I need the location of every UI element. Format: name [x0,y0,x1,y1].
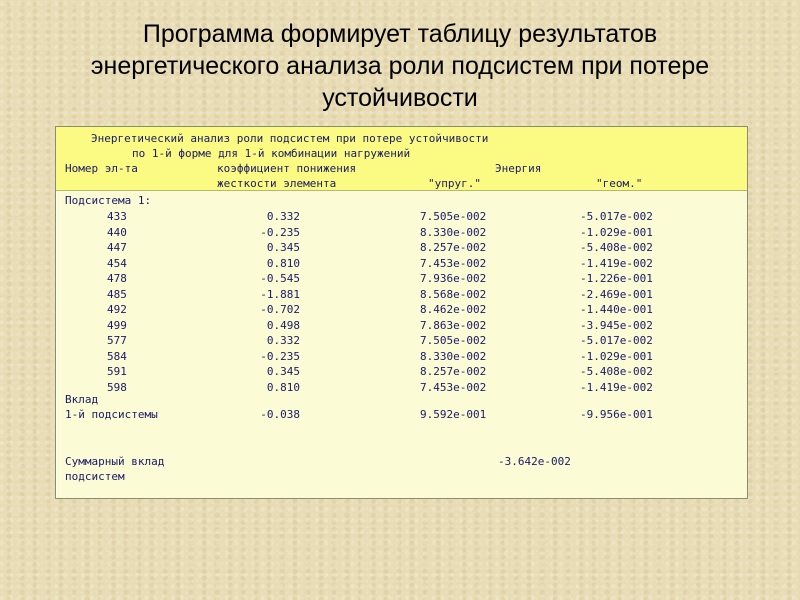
row-elastic-energy: 7.863e-002 [420,318,487,332]
row-coefficient: -0.702 [260,303,300,316]
row-elastic-energy: 7.505e-002 [420,334,487,347]
row-geometric-energy: -5.017e-002 [580,334,653,347]
row-coefficient: -1.881 [260,287,300,301]
row-coefficient: 0.810 [266,380,300,394]
row-elastic-energy: 7.505e-002 [420,210,487,223]
row-geometric-energy: -1.419e-002 [580,256,653,270]
title-line-2: энергетического анализа роли подсистем при потере [90,52,710,80]
row-element-id: 492 [107,303,127,316]
total-label-line2: подсистем [65,470,125,483]
column-header-coef-line2: жесткости элемента [217,177,337,190]
contribution-row-elastic: 9.592e-001 [420,408,487,421]
row-geometric-energy: -2.469e-001 [580,287,653,301]
column-header-geom: "геом." [596,177,643,190]
row-elastic-energy: 7.936e-002 [420,272,487,285]
row-elastic-energy: 8.330e-002 [420,225,487,239]
table-heading-2: по 1-й форме для 1-й комбинации нагружений [132,147,411,160]
table-heading-1: Энергетический анализ роли подсистем при потере устойчивости [91,132,489,145]
column-header-coef-line1: коэффициент понижения [217,162,357,175]
contribution-row-geom: -9.956e-001 [580,408,653,421]
row-geometric-energy: -1.440e-001 [580,303,653,316]
row-geometric-energy: -1.226e-001 [580,272,653,285]
row-geometric-energy: -1.419e-002 [580,380,653,394]
row-geometric-energy: -3.945e-002 [580,318,653,332]
row-coefficient: 0.345 [266,365,300,378]
slide-title [40,18,760,114]
row-coefficient: -0.235 [260,225,300,239]
row-elastic-energy: 8.568e-002 [420,287,487,301]
row-coefficient: 0.810 [266,256,300,270]
row-coefficient: -0.545 [260,272,300,285]
row-element-id: 433 [107,210,127,223]
row-element-id: 577 [107,334,127,347]
row-coefficient: 0.332 [266,210,300,223]
total-label-line1: Суммарный вклад [65,455,165,468]
contribution-row-label: 1-й подсистемы [65,408,158,421]
row-element-id: 478 [107,272,127,285]
subsystem-label: Подсистема 1: [65,194,152,207]
row-geometric-energy: -1.029e-001 [580,225,653,239]
row-element-id: 598 [107,380,127,394]
column-header-elastic: "упруг." [428,177,481,190]
row-element-id: 485 [107,287,127,301]
row-geometric-energy: -5.408e-002 [580,241,653,254]
row-elastic-energy: 8.330e-002 [420,349,487,363]
row-elastic-energy: 7.453e-002 [420,256,487,270]
column-header-energy: Энергия [495,162,542,175]
row-element-id: 440 [107,225,127,239]
row-coefficient: -0.235 [260,349,300,363]
row-elastic-energy: 8.257e-002 [420,365,487,378]
row-elastic-energy: 8.257e-002 [420,241,487,254]
table-header [56,127,747,191]
row-geometric-energy: -5.408e-002 [580,365,653,378]
row-coefficient: 0.345 [266,241,300,254]
contribution-label: Вклад [65,393,99,406]
row-coefficient: 0.498 [266,318,300,332]
row-geometric-energy: -1.029e-001 [580,349,653,363]
row-elastic-energy: 7.453e-002 [420,380,487,394]
results-table [55,126,748,499]
row-element-id: 499 [107,318,127,332]
row-element-id: 591 [107,365,127,378]
contribution-row-coef: -0.038 [260,408,300,421]
row-element-id: 584 [107,349,127,363]
column-header-number: Номер эл-та [65,162,138,175]
total-value: -3.642e-002 [498,455,571,468]
title-line-1: Программа формирует таблицу результатов [142,20,658,48]
row-element-id: 447 [107,241,127,254]
row-geometric-energy: -5.017e-002 [580,210,653,223]
title-line-3: устойчивости [322,84,478,112]
row-elastic-energy: 8.462e-002 [420,303,487,316]
row-coefficient: 0.332 [266,334,300,347]
row-element-id: 454 [107,256,127,270]
